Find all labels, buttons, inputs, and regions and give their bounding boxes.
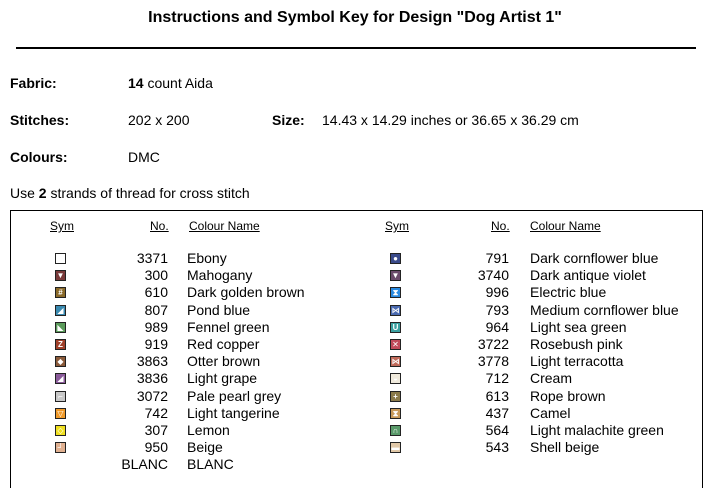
dmc-number: 307 — [144, 422, 168, 438]
colour-name: BLANC — [187, 456, 234, 473]
dmc-number: 793 — [485, 301, 509, 318]
thread-note — [10, 185, 250, 201]
page-title: Instructions and Symbol Key for Design "Dog Artist 1" — [148, 9, 562, 26]
colour-name: Light tangerine — [187, 404, 280, 421]
key-row — [0, 319, 710, 336]
corner-triangle-icon: ◣ — [55, 322, 66, 333]
key-row — [0, 388, 710, 405]
down-triangle-outline-icon: ▽ — [55, 408, 66, 419]
bowtie-icon: ⋈ — [391, 305, 400, 315]
slash-triangle-icon: ◢ — [55, 373, 66, 384]
corner-icon: ⌐ — [55, 391, 66, 402]
colour-name: Light sea green — [530, 318, 627, 335]
colour-name: Cream — [530, 370, 573, 387]
circle-icon: ● — [390, 253, 401, 264]
key-row — [0, 353, 710, 370]
size-label: Size: — [272, 112, 305, 128]
dmc-number: 712 — [485, 370, 509, 387]
colour-name: Rope brown — [530, 387, 606, 404]
dmc-number: 3778 — [477, 353, 509, 370]
dmc-number: 742 — [144, 404, 168, 421]
z-icon: Z — [55, 339, 66, 350]
dmc-number: 950 — [144, 439, 168, 456]
colour-name: Dark cornflower blue — [530, 250, 659, 266]
dmc-number: BLANC — [121, 456, 168, 473]
colour-name: Shell beige — [530, 439, 600, 456]
key-row — [0, 267, 710, 284]
colour-name: Fennel green — [187, 318, 270, 335]
colour-name: Medium cornflower blue — [530, 301, 679, 318]
header-name-left: Colour Name — [189, 219, 260, 233]
half-triangle-icon: ◢ — [55, 305, 66, 316]
colour-name: Red copper — [187, 336, 260, 352]
colour-name: Dark golden brown — [187, 284, 305, 301]
header-no-left: No. — [150, 219, 169, 233]
colour-name: Electric blue — [530, 284, 607, 301]
colours-label: Colours: — [10, 149, 68, 165]
colour-name: Light terracotta — [530, 353, 624, 370]
colour-name: Light malachite green — [530, 422, 664, 438]
bowtie-icon: ⋈ — [391, 357, 400, 367]
dmc-number: 989 — [144, 318, 168, 335]
stitches-value: 202 x 200 — [128, 112, 190, 128]
colour-name: Ebony — [187, 250, 227, 266]
hourglass-icon: ⧗ — [390, 408, 401, 419]
dmc-number: 3072 — [136, 387, 168, 404]
hash-icon: # — [55, 287, 66, 298]
dmc-number: 3836 — [136, 370, 168, 387]
diamond-outline-icon: ◇ — [55, 425, 66, 436]
colour-name: Light grape — [187, 370, 258, 387]
dmc-number: 610 — [144, 284, 168, 301]
key-row — [0, 336, 710, 353]
dmc-number: 3740 — [477, 267, 509, 284]
dmc-number: 964 — [485, 318, 509, 335]
half-circle-icon: ◒ — [390, 373, 401, 384]
key-row — [0, 422, 710, 439]
dmc-number: 543 — [485, 439, 509, 456]
fabric-count: 14 — [128, 75, 144, 91]
header-no-right: No. — [491, 219, 510, 233]
plus-icon: + — [390, 391, 401, 402]
thread-note-post: strands of thread for cross stitch — [46, 185, 250, 201]
dmc-number: 437 — [485, 404, 509, 421]
key-row — [0, 370, 710, 387]
header-name-right: Colour Name — [530, 219, 601, 233]
key-row — [0, 284, 710, 301]
key-row — [0, 302, 710, 319]
down-triangle-icon: ▼ — [391, 271, 400, 281]
dmc-number: 3371 — [136, 250, 168, 266]
key-row — [0, 405, 710, 422]
colour-name: Dark antique violet — [530, 267, 646, 284]
header-sym-left: Sym — [50, 219, 74, 233]
arch-icon: ∩ — [390, 425, 401, 436]
down-triangle-icon: ▼ — [56, 271, 65, 281]
u-icon: U — [390, 322, 401, 333]
dmc-number: 613 — [485, 387, 509, 404]
colour-name: Otter brown — [187, 353, 261, 370]
colour-name: Beige — [187, 439, 223, 456]
colour-name: Pond blue — [187, 301, 251, 318]
size-value: 14.43 x 14.29 inches or 36.65 x 36.29 cm — [322, 112, 579, 128]
dmc-number: 3863 — [136, 353, 168, 370]
fabric-type: count Aida — [143, 75, 213, 91]
dmc-number: 919 — [144, 336, 168, 352]
bar-icon: ▬ — [391, 443, 400, 453]
x-icon: ✕ — [390, 339, 401, 350]
dmc-number: 3722 — [477, 336, 509, 352]
colour-name: Rosebush pink — [530, 336, 623, 352]
colour-name: Pale pearl grey — [187, 387, 282, 404]
fabric-label: Fabric: — [10, 75, 57, 91]
dmc-number: 996 — [485, 284, 509, 301]
key-row — [0, 456, 710, 473]
title-divider — [16, 47, 696, 49]
colour-name: Mahogany — [187, 267, 253, 284]
dmc-number: 564 — [485, 422, 509, 438]
key-row — [0, 439, 710, 456]
dmc-number: 807 — [144, 301, 168, 318]
dmc-number: 300 — [144, 267, 168, 284]
dmc-number: 791 — [485, 250, 509, 266]
stitches-label: Stitches: — [10, 112, 70, 128]
strand-count: 2 — [38, 185, 47, 201]
hourglass-icon: ⧗ — [390, 287, 401, 298]
header-sym-right: Sym — [385, 219, 409, 233]
colour-name: Camel — [530, 404, 571, 421]
diamond-icon: ◆ — [55, 356, 66, 367]
thread-note-pre: Use — [10, 185, 39, 201]
key-row — [0, 250, 710, 267]
bracket-icon: ┘ — [55, 442, 66, 453]
fabric-value — [128, 75, 213, 91]
colour-name: Lemon — [187, 422, 230, 438]
colours-value: DMC — [128, 149, 160, 165]
